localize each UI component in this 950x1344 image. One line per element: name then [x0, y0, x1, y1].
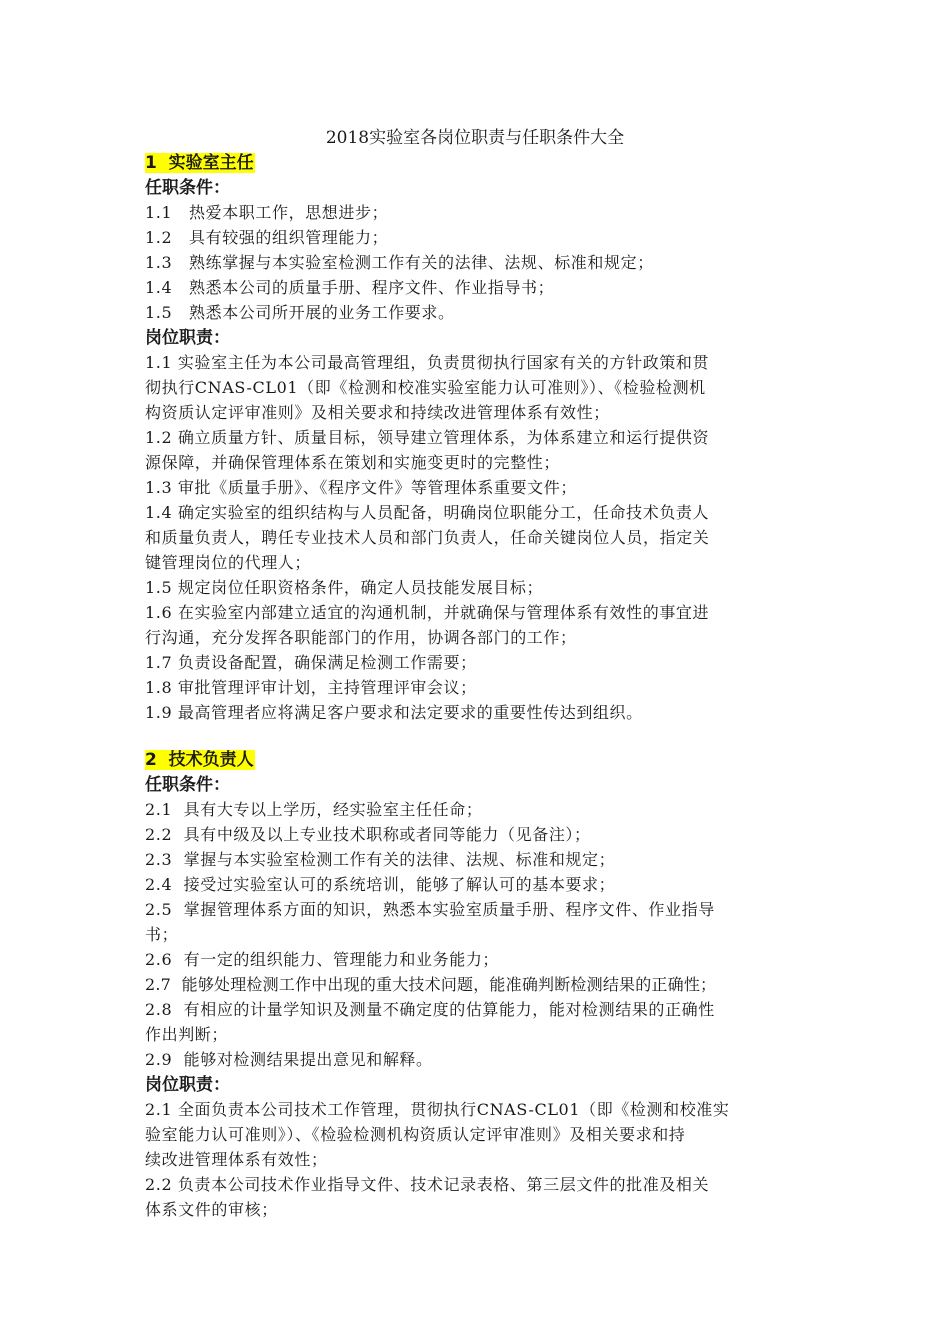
duty-item — [145, 476, 815, 501]
qualification-item — [145, 276, 815, 301]
item-text: 热爱本职工作，思想进步； — [189, 203, 389, 222]
duty-item — [145, 426, 815, 476]
duty-line: 构资质认定评审准则》及相关要求和持续改进管理体系有效性； — [145, 403, 610, 422]
duties-label: 岗位职责： — [145, 1075, 230, 1095]
duty-line: 1.6 在实验室内部建立适宜的沟通机制，并就确保与管理体系有效性的事宜进 — [145, 603, 710, 622]
item-text: 熟悉本公司所开展的业务工作要求。 — [189, 303, 455, 322]
duty-item — [145, 351, 815, 426]
duties-label: 岗位职责： — [145, 328, 230, 348]
item-number: 1.4 — [145, 278, 173, 297]
duty-item — [145, 501, 815, 576]
qualification-item — [145, 201, 815, 226]
duty-item — [145, 651, 815, 676]
qualification-item — [145, 798, 815, 823]
duty-item — [145, 576, 815, 601]
duty-line: 1.1 实验室主任为本公司最高管理组，负责贯彻执行国家有关的方针政策和贯 — [145, 353, 710, 372]
section-heading — [145, 151, 815, 176]
qualification-item — [145, 948, 815, 973]
highlighted-heading-text: 2 技术负责人 — [145, 750, 254, 770]
qualification-line: 2.8 有相应的计量学知识及测量不确定度的估算能力，能对检测结果的正确性 — [145, 1000, 715, 1019]
duty-line: 1.9 最高管理者应将满足客户要求和法定要求的重要性传达到组织。 — [145, 703, 643, 722]
qualification-item — [145, 873, 815, 898]
duty-line: 行沟通，充分发挥各职能部门的作用，协调各部门的工作； — [145, 628, 577, 647]
qualification-line: 2.3 掌握与本实验室检测工作有关的法律、法规、标准和规定； — [145, 850, 616, 869]
qualification-item — [145, 898, 815, 948]
duty-line: 体系文件的审核； — [145, 1200, 278, 1219]
section-heading — [145, 748, 815, 773]
qualification-line: 2.5 掌握管理体系方面的知识，熟悉本实验室质量手册、程序文件、作业指导 — [145, 900, 715, 919]
duty-item — [145, 701, 815, 726]
highlighted-heading-text: 1 实验室主任 — [145, 153, 254, 173]
item-number: 1.1 — [145, 203, 173, 222]
item-number: 1.5 — [145, 303, 173, 322]
duty-line: 1.8 审批管理评审计划，主持管理评审会议； — [145, 678, 477, 697]
qualification-item — [145, 973, 815, 998]
duty-line: 1.5 规定岗位任职资格条件，确定人员技能发展目标； — [145, 578, 544, 597]
section-lab-director — [145, 151, 815, 726]
duty-line: 和质量负责人，聘任专业技术人员和部门负责人，任命关键岗位人员，指定关 — [145, 528, 710, 547]
qualification-item — [145, 301, 815, 326]
duty-item — [145, 1173, 815, 1223]
duty-line: 2.1 全面负责本公司技术工作管理，贯彻执行CNAS-CL01（即《检测和校准实 — [145, 1100, 730, 1119]
qualifications-label: 任职条件： — [145, 178, 230, 198]
qualification-line: 2.7 能够处理检测工作中出现的重大技术问题，能准确判断检测结果的正确性； — [145, 975, 717, 994]
document-title: 2018实验室各岗位职责与任职条件大全 — [325, 128, 625, 148]
qualification-item — [145, 251, 815, 276]
duty-line: 1.4 确定实验室的组织结构与人员配备，明确岗位职能分工，任命技术负责人 — [145, 503, 710, 522]
qualification-item — [145, 848, 815, 873]
qualification-item — [145, 823, 815, 848]
qualification-item — [145, 226, 815, 251]
duty-line: 彻执行CNAS-CL01（即《检测和校准实验室能力认可准则》）、《检验检测机 — [145, 378, 706, 397]
duty-line: 源保障，并确保管理体系在策划和实施变更时的完整性； — [145, 453, 561, 472]
qualification-item — [145, 998, 815, 1048]
item-number: 1.3 — [145, 253, 173, 272]
item-number: 1.2 — [145, 228, 173, 247]
duty-item — [145, 601, 815, 651]
duty-item — [145, 1098, 815, 1173]
duty-line: 验室能力认可准则》）、《检验检测机构资质认定评审准则》及相关要求和持 — [145, 1125, 686, 1144]
duty-line: 键管理岗位的代理人； — [145, 553, 312, 572]
qualification-line: 2.1 具有大专以上学历，经实验室主任任命； — [145, 800, 483, 819]
duty-line: 1.2 确立质量方针、质量目标，领导建立管理体系，为体系建立和运行提供资 — [145, 428, 710, 447]
duty-item — [145, 676, 815, 701]
item-text: 熟练掌握与本实验室检测工作有关的法律、法规、标准和规定； — [189, 253, 654, 272]
qualification-line: 2.6 有一定的组织能力、管理能力和业务能力； — [145, 950, 500, 969]
qualifications-label: 任职条件： — [145, 775, 230, 795]
item-text: 具有较强的组织管理能力； — [189, 228, 389, 247]
qualification-item — [145, 1048, 815, 1073]
qualification-line: 作出判断； — [145, 1025, 229, 1044]
qualification-line: 2.2 具有中级及以上专业技术职称或者同等能力（见备注）； — [145, 825, 591, 844]
duty-line: 2.2 负责本公司技术作业指导文件、技术记录表格、第三层文件的批准及相关 — [145, 1175, 710, 1194]
item-text: 熟悉本公司的质量手册、程序文件、作业指导书； — [189, 278, 555, 297]
qualification-line: 书； — [145, 925, 179, 944]
qualification-line: 2.9 能够对检测结果提出意见和解释。 — [145, 1050, 433, 1069]
duty-line: 1.7 负责设备配置，确保满足检测工作需要； — [145, 653, 477, 672]
section-technical-manager — [145, 748, 815, 1223]
duty-line: 1.3 审批《质量手册》、《程序文件》等管理体系重要文件； — [145, 478, 577, 497]
duty-line: 续改进管理体系有效性； — [145, 1150, 328, 1169]
qualification-line: 2.4 接受过实验室认可的系统培训，能够了解认可的基本要求； — [145, 875, 616, 894]
